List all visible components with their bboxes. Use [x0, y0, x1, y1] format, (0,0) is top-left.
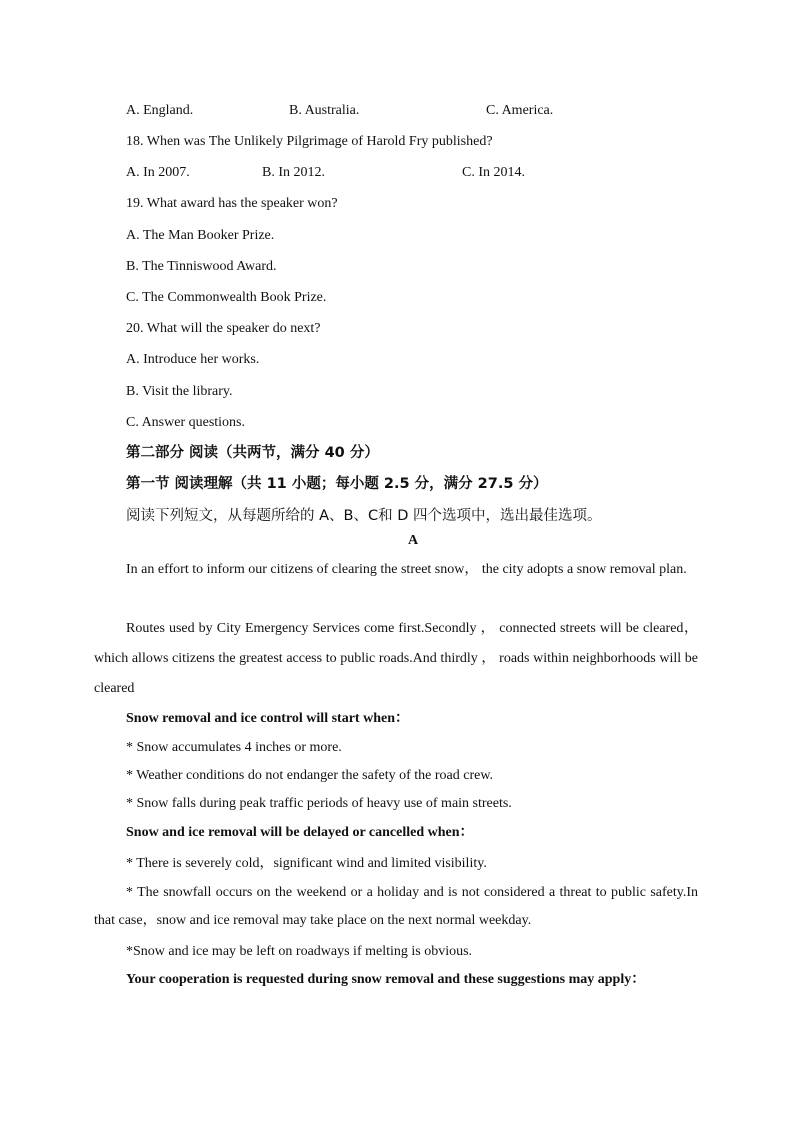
subheading-cooperation: Your cooperation is requested during snow removal and these suggestions may apply： — [126, 972, 646, 987]
q18-option-a: A. In 2007. — [126, 165, 190, 180]
instruction: 阅读下列短文，从每题所给的 A、B、C和 D 四个选项中，选出最佳选项。 — [126, 508, 602, 524]
q17-option-b: B. Australia. — [289, 103, 360, 118]
passage-paragraph-2: Routes used by City Emergency Services come first.Secondly ， connected streets will be cleared， which allows citizens the greatest access to public roads.And thirdly ， roads within neighborhoods will be cleared — [94, 621, 698, 696]
q19-option-a: A. The Man Booker Prize. — [126, 228, 275, 243]
passage-label: A — [407, 533, 419, 548]
q18-option-b: B. In 2012. — [262, 165, 325, 180]
question-20: 20. What will the speaker do next? — [126, 321, 321, 336]
q20-option-a: A. Introduce her works. — [126, 352, 260, 367]
q20-option-b: B. Visit the library. — [126, 384, 233, 399]
part-heading: 第二部分 阅读（共两节，满分 40 分） — [126, 445, 379, 461]
subheading-delayed-when: Snow and ice removal will be delayed or cancelled when： — [126, 825, 474, 840]
question-19: 19. What award has the speaker won? — [126, 196, 338, 211]
subheading-start-when: Snow removal and ice control will start when： — [126, 711, 409, 726]
bullet-melting: *Snow and ice may be left on roadways if melting is obvious. — [126, 944, 473, 959]
section-heading: 第一节 阅读理解（共 11 小题；每小题 2.5 分，满分 27.5 分） — [126, 476, 548, 492]
q17-option-c: C. America. — [486, 103, 554, 118]
q18-option-c: C. In 2014. — [462, 165, 525, 180]
bullet-weather-conditions: * Weather conditions do not endanger the safety of the road crew. — [126, 768, 494, 783]
q19-option-b: B. The Tinniswood Award. — [126, 259, 277, 274]
q17-option-a: A. England. — [126, 103, 194, 118]
bullet-severe-cold: * There is severely cold，significant wind and limited visibility. — [126, 856, 487, 871]
question-18: 18. When was The Unlikely Pilgrimage of Harold Fry published? — [126, 134, 493, 149]
q19-option-c: C. The Commonwealth Book Prize. — [126, 290, 327, 305]
q20-option-c: C. Answer questions. — [126, 415, 245, 430]
passage-paragraph-1: In an effort to inform our citizens of clearing the street snow， the city adopts a snow removal plan. — [126, 562, 687, 577]
bullet-snow-accumulates: * Snow accumulates 4 inches or more. — [126, 740, 342, 755]
bullet-peak-traffic: * Snow falls during peak traffic periods of heavy use of main streets. — [126, 796, 512, 811]
bullet-weekend-snowfall: * The snowfall occurs on the weekend or a holiday and is not considered a threat to public safety.In that case，snow and ice removal may take place on the next normal weekday. — [94, 885, 698, 928]
